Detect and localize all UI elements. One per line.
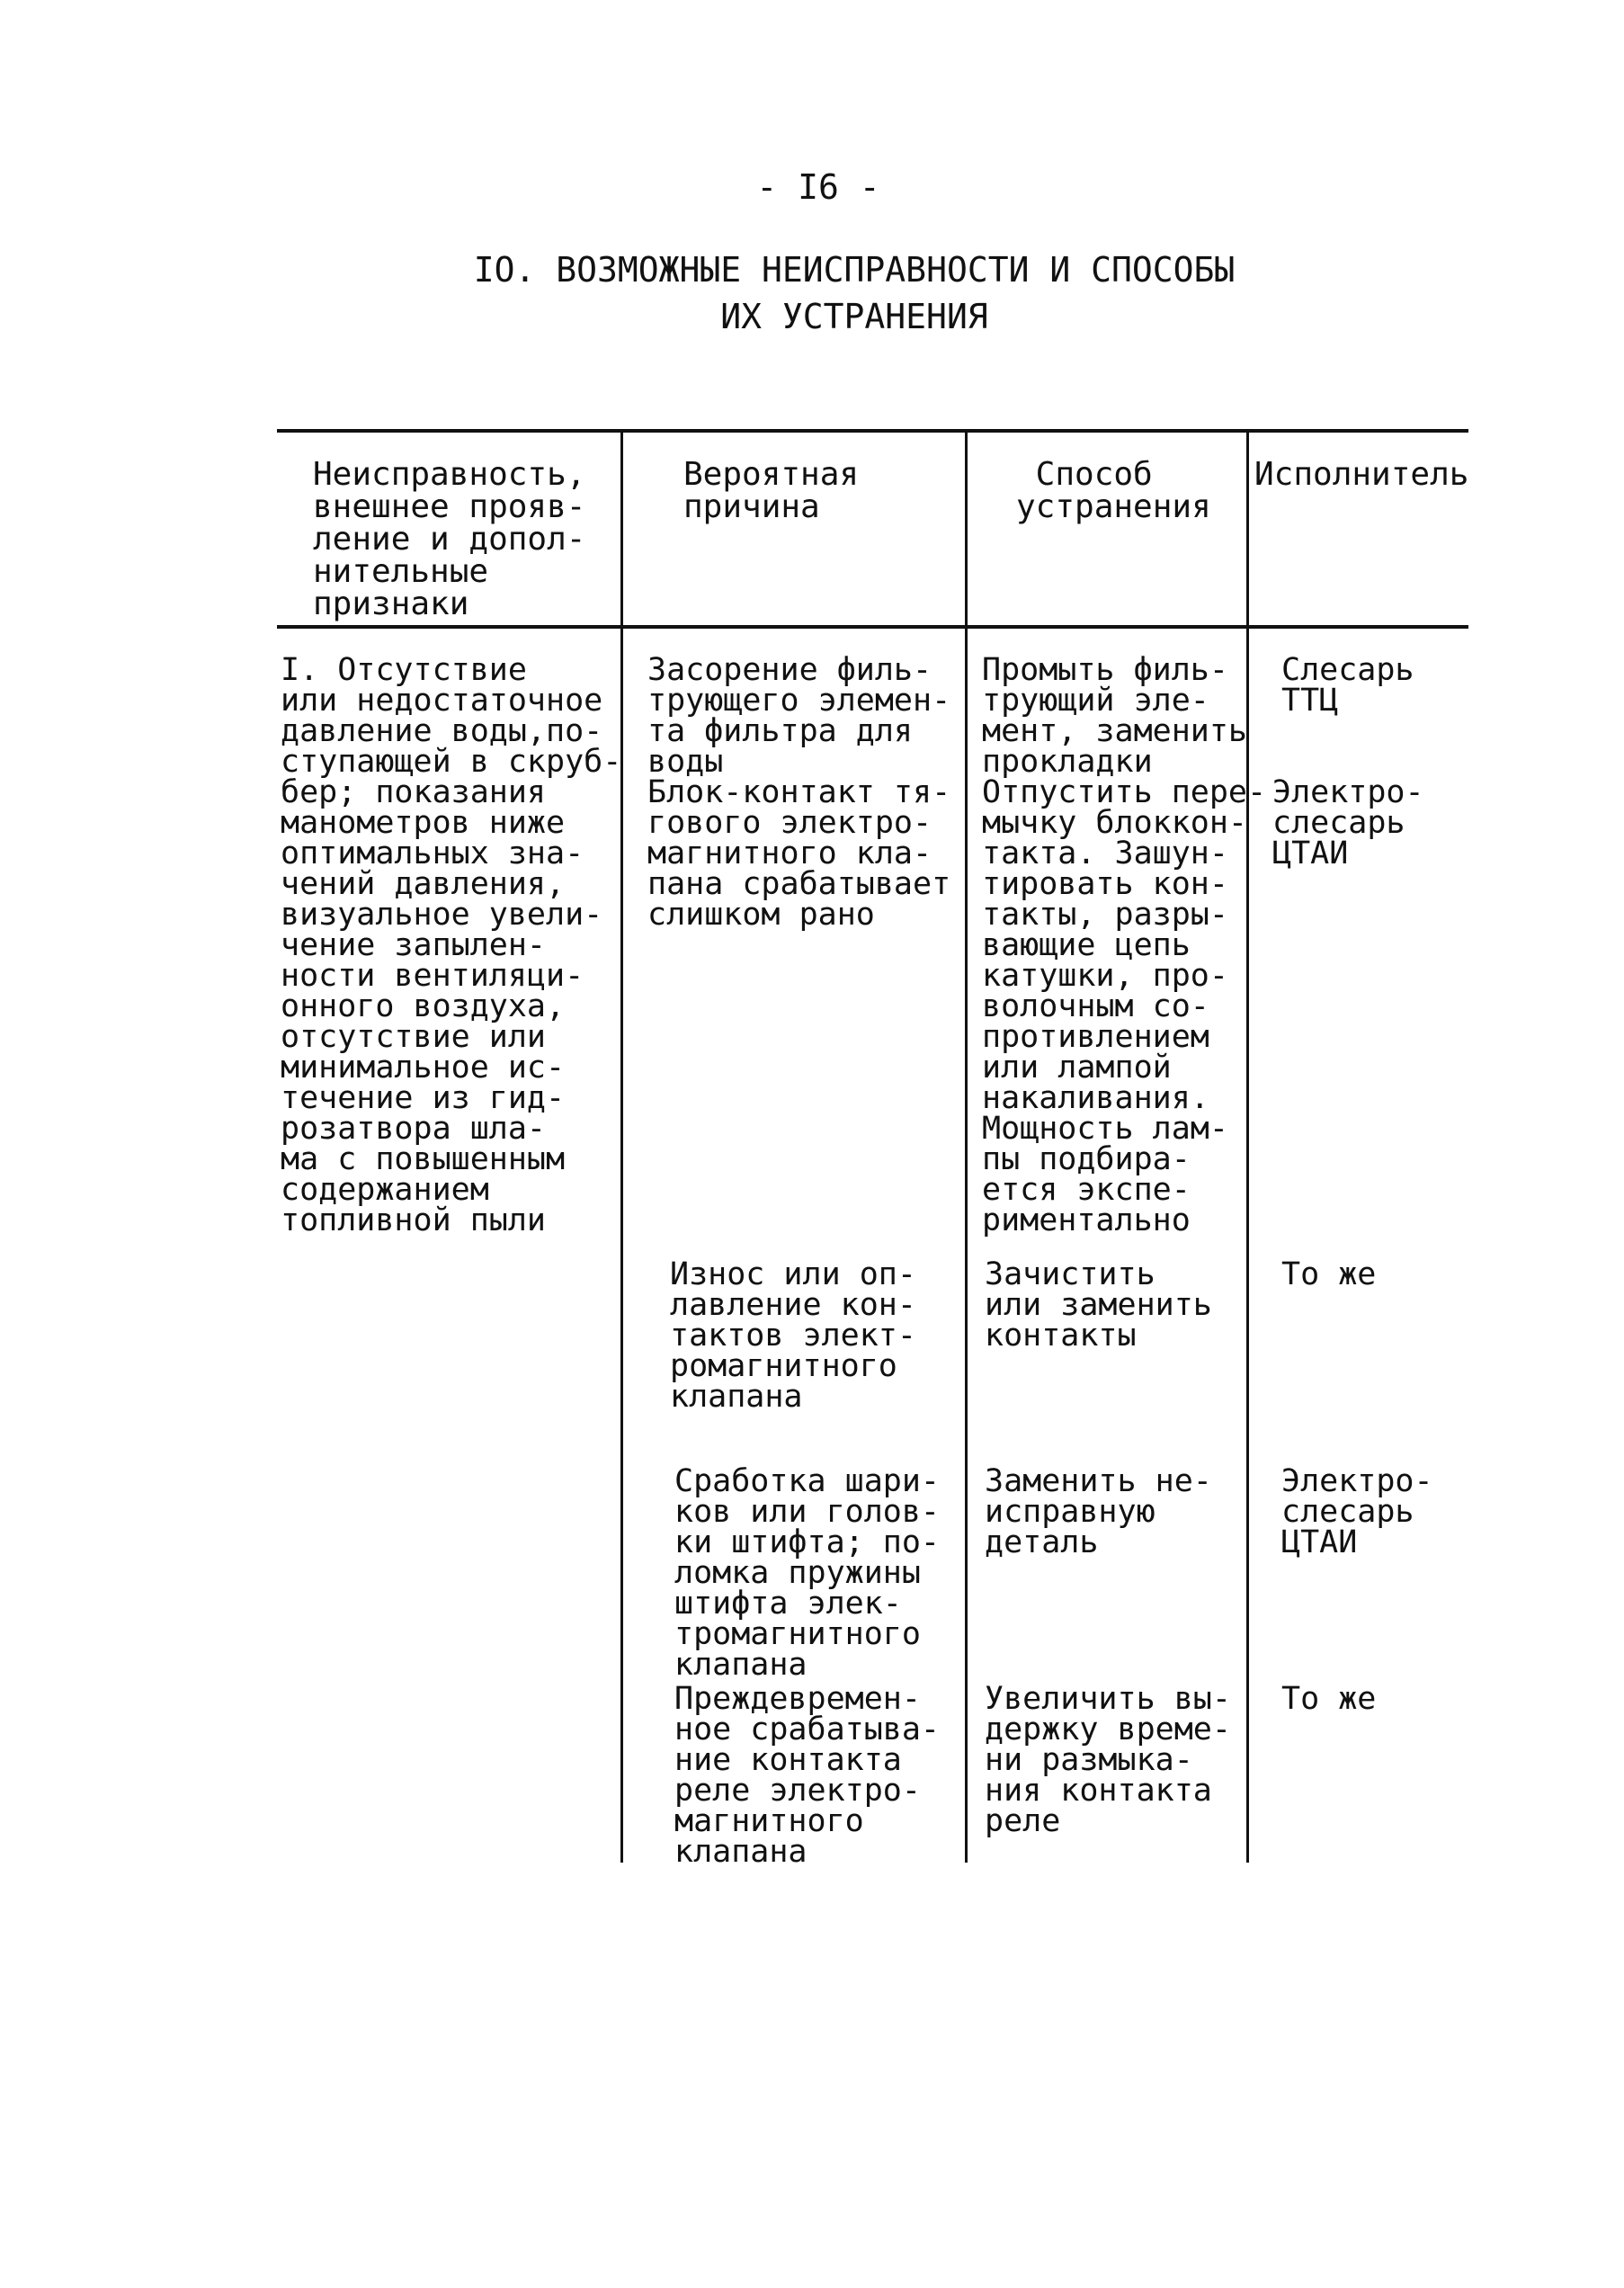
row2-remedy-text: Отпустить пере- мычку блоккон- такта. Зашун- тировать кон- такты, разры- вающие цепь катушки, про- волочным со- противлением или лампой накаливания. Мощность лам- пы подбира- ется экспе- риментально <box>982 774 1267 1238</box>
row4-cause-text: Сработка шари- ков или голов- ки штифта; по- ломка пружины штифта элек- тромагнитного клапана <box>674 1463 941 1683</box>
row3-cause-text: Износ или оп- лавление кон- тактов элект- ромагнитного клапана <box>670 1256 916 1415</box>
header-fault-text-line1: Неисправность, внешнее прояв- ление и допол- нительные признаки <box>313 456 586 622</box>
row4-executor <box>1281 1463 1433 1560</box>
row1-fault-text: I. Отсутствие или недостаточное давление воды,по- ступающей в скруб- бер; показания манометров ниже оптимальных зна- чений давления, визуальное увели- чение запылен- ности вентиляци- онного воздуха, отсутствие или минимальное ис- течение из гид- розатвора шла- ма с повышенным содержанием топливной пыли <box>281 652 622 1238</box>
section-title-line1: IO. ВОЗМОЖНЫЕ НЕИСПРАВНОСТИ И СПОСОБЫ <box>473 250 1236 290</box>
row1-remedy <box>982 652 1248 780</box>
row4-remedy-text: Заменить не- исправную деталь <box>985 1463 1212 1560</box>
row4-remedy <box>985 1463 1212 1560</box>
row3-cause <box>670 1256 916 1415</box>
header-fault <box>313 456 586 622</box>
table-header-rule <box>277 625 1468 629</box>
header-cause-text: Вероятная причина <box>683 456 860 525</box>
page-number: - I6 - <box>756 167 880 207</box>
table-top-rule <box>277 429 1468 433</box>
row5-cause <box>674 1681 941 1870</box>
row3-executor: То же <box>1281 1256 1377 1292</box>
row5-executor: То же <box>1281 1681 1377 1717</box>
header-cause <box>683 456 860 525</box>
row3-remedy <box>985 1256 1212 1354</box>
column-divider-2 <box>965 431 968 1863</box>
row2-remedy <box>982 774 1267 1238</box>
header-remedy <box>1016 456 1211 525</box>
row2-executor-text: Электро- слесарь ЦТАИ <box>1272 774 1424 871</box>
row1-executor: Слесарь ТТЦ <box>1281 652 1414 719</box>
row1-remedy-text: Промыть филь- трующий эле- мент, заменить прокладки <box>982 652 1248 780</box>
header-remedy-text: Способ устранения <box>1016 456 1211 525</box>
row5-remedy-text: Увеличить вы- держку време- ни размыка- ния контакта реле <box>985 1681 1231 1839</box>
row1-cause-text: Засорение филь- трующего элемен- та фильтра для воды <box>647 652 951 780</box>
row2-cause-text: Блок-контакт тя- гового электро- магнитного кла- пана срабатывает слишком рано <box>647 774 951 933</box>
section-title-line2: ИХ УСТРАНЕНИЯ <box>720 297 988 336</box>
row5-cause-text: Преждевремен- ное срабатыва- ние контакта реле электро- магнитного клапана <box>674 1681 941 1870</box>
row4-cause <box>674 1463 941 1683</box>
header-executor: Исполнитель <box>1254 456 1469 493</box>
row1-cause <box>647 652 951 780</box>
row1-fault <box>281 652 622 1238</box>
row5-remedy <box>985 1681 1231 1839</box>
row3-remedy-text: Зачистить или заменить контакты <box>985 1256 1212 1354</box>
row2-executor <box>1272 774 1424 871</box>
row2-cause <box>647 774 951 933</box>
row4-executor-text: Электро- слесарь ЦТАИ <box>1281 1463 1433 1560</box>
